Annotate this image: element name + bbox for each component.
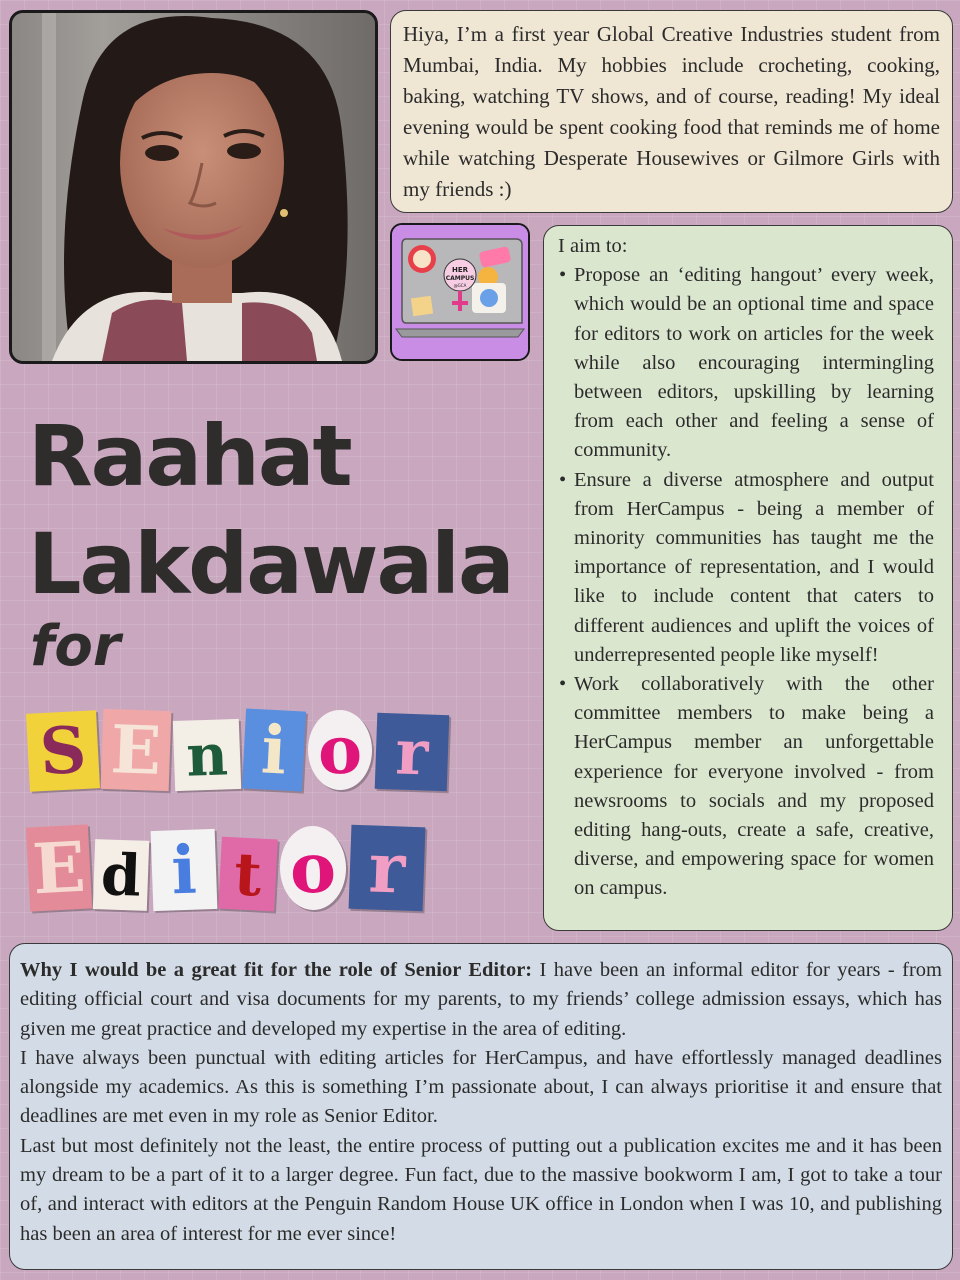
intro-box [390, 10, 953, 213]
aims-list [558, 261, 934, 903]
portrait-photo [9, 10, 378, 364]
sticker-text-3: @GCA [453, 283, 467, 288]
candidate-first-name: Raahat [28, 407, 351, 505]
editor-tile-1: E [26, 824, 92, 911]
candidate-last-name: Lakdawala [28, 515, 513, 613]
why-fit-box [9, 943, 953, 1270]
senior-tile-2: E [101, 709, 172, 791]
why-fit-paragraph-1: I have been an informal editor for years - from editing official court and visa documents for my parents, to my friends’ college admission essays, which has given me great practice and developed my expertise in the area of editing. [20, 959, 943, 1040]
role-word-editor [28, 826, 428, 910]
why-fit-paragraph-2: I have always been punctual with editing articles for HerCampus, and have effortlessly managed deadlines alongside my academics. As this is something I’m passionate about, I can always prioritise it and ensure that deadlines are met even in my role as Senior Editor. [20, 1046, 942, 1128]
senior-tile-4: i [242, 708, 306, 791]
editor-tile-5: o [279, 825, 346, 910]
editor-tile-4: t [218, 837, 278, 912]
senior-tile-6: r [375, 713, 450, 791]
candidate-name [28, 402, 513, 618]
laptop-sticker-image [390, 223, 530, 361]
sticker-text-2: CAMPUS [445, 275, 475, 282]
aim-item: • Propose an ‘editing hangout’ every week, which would be an optional time and space for editors to work on articles for the week while also encouraging intermingling between editors, upskilling by learning from each other and feeling a sense of community. [574, 261, 934, 465]
for-connector: for [30, 614, 121, 679]
editor-tile-6: r [349, 825, 426, 912]
laptop-with-stickers-icon [392, 225, 528, 359]
role-word-senior [28, 710, 452, 790]
aim-item: • Ensure a diverse atmosphere and output from HerCampus - being a member of minority communities has taught me the importance of representation, and I would like to include content that caters to different audiences and uplift the voices of underrepresented people like myself! [574, 466, 934, 670]
aim-item: • Work collaboratively with the other committee members to make being a HerCampus member an unforgettable experience for everyone involved - from newsrooms to socials and my proposed editing hang-outs, create a safe, creative, diverse, and empowering space for women on campus. [574, 670, 934, 904]
editor-tile-2: d [93, 839, 149, 911]
sticker-text-1: HER [451, 266, 469, 274]
editor-tile-3: i [151, 829, 218, 911]
intro-text: Hiya, I’m a first year Global Creative Industries student from Mumbai, India. My hobbies include crocheting, cooking, baking, watching TV shows, and of course, reading! My ideal evening would be spent cooking food that reminds me of home while watching Desperate Housewives or Gilmore Girls with my friends :) [403, 22, 940, 201]
aims-heading: I aim to: [558, 235, 628, 257]
why-fit-paragraph-3: Last but most definitely not the least, the entire process of putting out a publication excites me and it has been my dream to be a part of it to a larger degree. Fun fact, due to the massive bookworm I am, I got to take a tour of, and interact with editors at the Penguin Random House UK office in London when I was 10, and publishing has been an area of interest for me ever since! [20, 1134, 942, 1245]
portrait-icon [12, 13, 375, 361]
senior-tile-5: o [307, 709, 372, 790]
senior-tile-3: n [173, 719, 241, 791]
senior-tile-1: S [26, 710, 100, 792]
why-fit-heading: Why I would be a great fit for the role of Senior Editor: [20, 959, 533, 981]
aims-box [543, 225, 953, 931]
